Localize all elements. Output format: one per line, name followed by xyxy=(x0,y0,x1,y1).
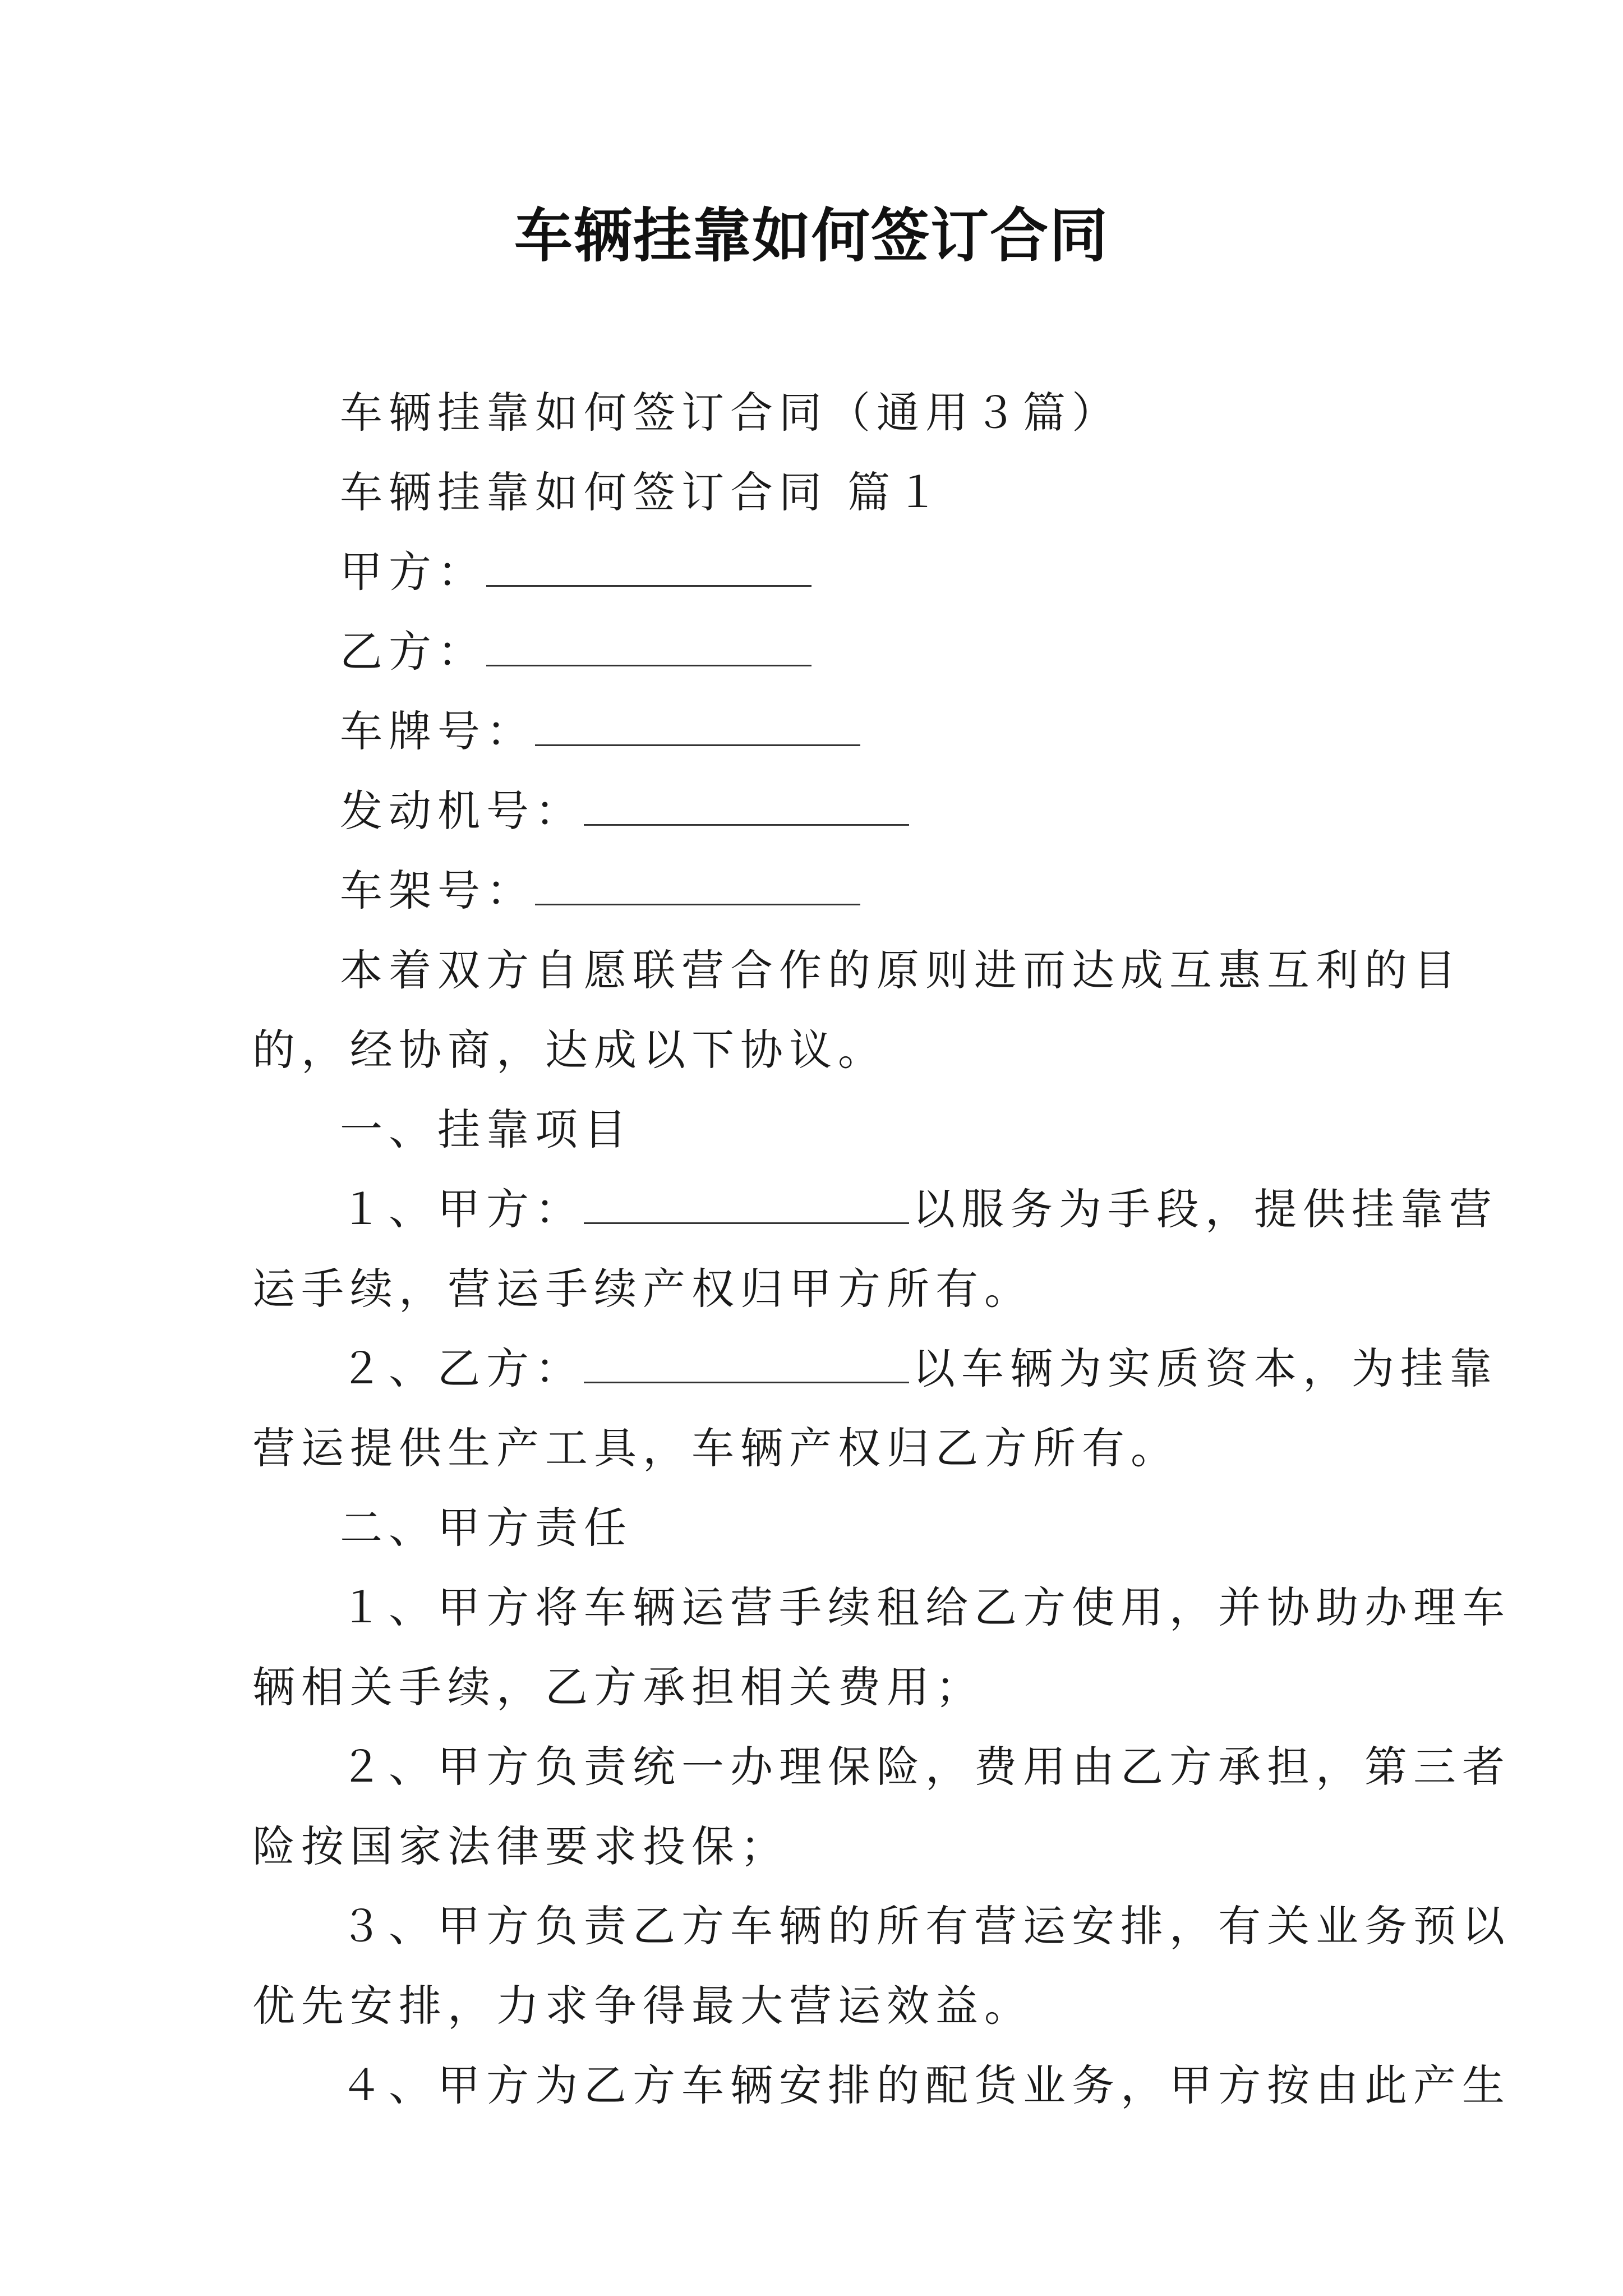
form-field-line xyxy=(252,771,1385,851)
line-text: 车辆挂靠如何签订合同（通用３篇） xyxy=(340,388,1121,438)
line-text: 车辆挂靠如何签订合同 篇１ xyxy=(340,467,946,517)
field-label: 乙方： xyxy=(340,627,486,677)
text-line xyxy=(252,931,1462,1010)
line-text: ４、甲方为乙方车辆安排的配货业务，甲方按由此产生 xyxy=(340,2060,1511,2110)
text-line xyxy=(252,1966,1385,2046)
text-line xyxy=(252,1329,1498,1409)
line-text: １、甲方将车辆运营手续租给乙方使用，并协助办理车 xyxy=(340,1582,1511,1632)
document-body xyxy=(252,373,1511,2125)
text-line xyxy=(252,1170,1498,1249)
text-line xyxy=(252,1887,1511,1966)
fill-in-blank xyxy=(584,785,909,826)
line-text-after-blank: 以服务为手段，提供挂靠营 xyxy=(912,1184,1498,1234)
form-field-line xyxy=(252,692,1385,771)
line-text: 本着双方自愿联营合作的原则进而达成互惠互利的目 xyxy=(340,945,1462,995)
section-heading xyxy=(252,1488,1385,1568)
field-label: 发动机号： xyxy=(340,786,584,836)
field-label: 车架号： xyxy=(340,866,535,915)
text-line xyxy=(252,1648,1385,1727)
text-line xyxy=(252,1409,1385,1488)
form-field-line xyxy=(252,532,1385,612)
line-text: ２、甲方负责统一办理保险，费用由乙方承担，第三者 xyxy=(340,1742,1511,1792)
line-text: 营运提供生产工具，车辆产权归乙方所有。 xyxy=(252,1423,1179,1473)
line-text: 的，经协商，达成以下协议。 xyxy=(252,1025,887,1075)
line-text: 二、甲方责任 xyxy=(340,1503,633,1553)
text-line xyxy=(252,2046,1511,2125)
line-text: 一、挂靠项目 xyxy=(340,1105,633,1154)
fill-in-blank xyxy=(584,1342,909,1383)
text-line xyxy=(252,1727,1511,1807)
text-line xyxy=(252,453,1385,532)
fill-in-blank xyxy=(535,705,860,746)
text-line xyxy=(252,1807,1385,1887)
line-text: 运手续，营运手续产权归甲方所有。 xyxy=(252,1264,1033,1314)
section-heading xyxy=(252,1090,1385,1170)
line-text: 险按国家法律要求投保； xyxy=(252,1821,789,1871)
fill-in-blank xyxy=(486,546,811,587)
line-text: １、甲方： xyxy=(340,1184,584,1234)
form-field-line xyxy=(252,612,1385,692)
text-line xyxy=(252,1010,1385,1090)
text-line xyxy=(252,1249,1385,1329)
fill-in-blank xyxy=(486,625,811,666)
text-line xyxy=(252,373,1385,453)
text-line xyxy=(252,1568,1511,1648)
line-text: 优先安排，力求争得最大营运效益。 xyxy=(252,1981,1033,2031)
document-title: 车辆挂靠如何签订合同 xyxy=(514,201,1109,270)
field-label: 甲方： xyxy=(340,547,486,597)
field-label: 车牌号： xyxy=(340,706,535,756)
line-text: ２、乙方： xyxy=(340,1343,584,1393)
line-text: 辆相关手续，乙方承担相关费用； xyxy=(252,1662,984,1712)
form-field-line xyxy=(252,851,1385,931)
fill-in-blank xyxy=(535,864,860,905)
line-text: ３、甲方负责乙方车辆的所有营运安排，有关业务预以 xyxy=(340,1901,1511,1951)
line-text-after-blank: 以车辆为实质资本，为挂靠 xyxy=(912,1343,1498,1393)
fill-in-blank xyxy=(584,1183,909,1224)
